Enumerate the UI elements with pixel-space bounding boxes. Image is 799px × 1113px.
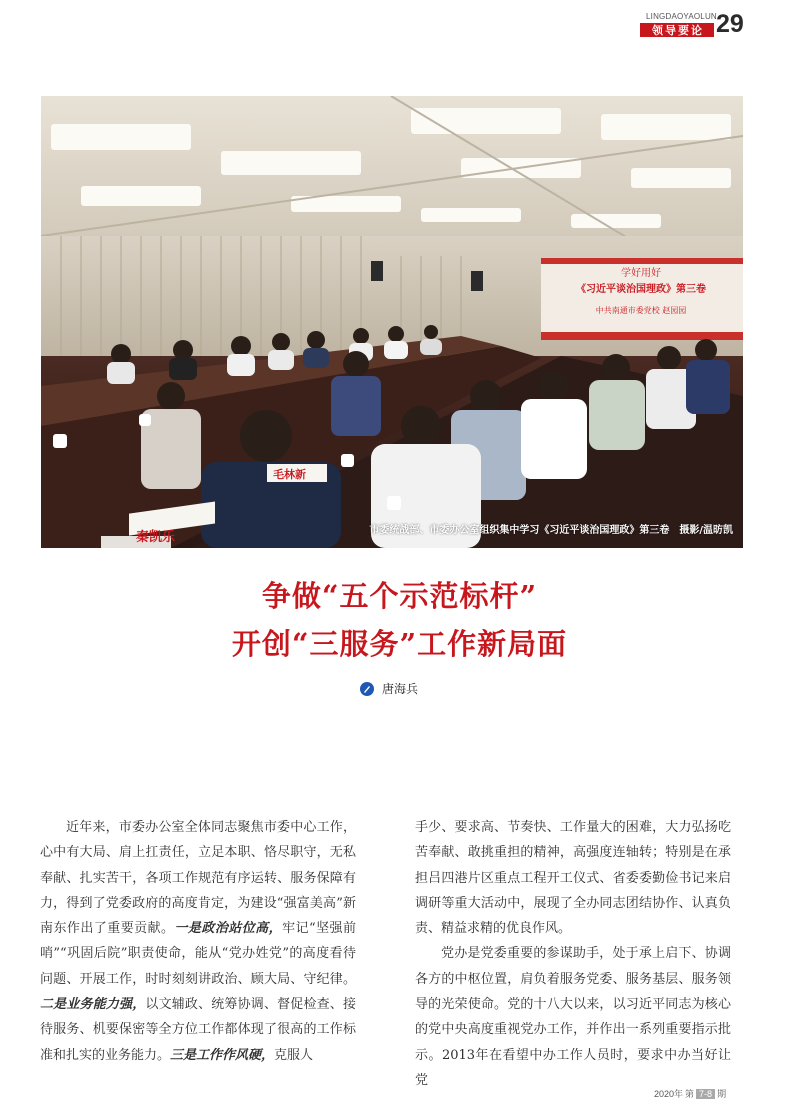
meeting-photo — [41, 96, 743, 548]
body-column-left — [40, 815, 356, 1068]
body-column-right — [415, 815, 731, 1093]
screen-line-1: 学好用好 — [621, 268, 661, 279]
issue-prefix: 第 — [685, 1089, 695, 1099]
issue-year: 2020年 — [654, 1089, 684, 1099]
body-text: 近年来，市委办公室全体同志聚焦市委中心工作，心中有大局、肩上扛责任，立足本职、恪尽职守，无私奉献、扎实苦干，各项工作规范有序运转、服务保障有力，得到了党委政府的高度肯定，为建设“强富美高”新南东作出了重要贡献。 — [40, 820, 356, 937]
caption-text: 市委统战部、市委办公室组织集中学习《习近平谈治国理政》第三卷 — [369, 525, 670, 536]
article-title-line-1: 争做“五个示范标杆” — [261, 579, 538, 613]
screen-line-2: 《习近平谈治国理政》第三卷 — [576, 284, 706, 295]
body-paragraph: 手少、要求高、节奏快、工作量大的困难，大力弘扬吃苦奉献、敢挑重担的精神，高强度连轴转；特别是在承担吕四港片区重点工程开工仪式、省委委勤俭书记来启调研等重大活动中，展现了全办同志团结协作、认真负责、精益求精的优良作风。 — [415, 820, 731, 937]
byline — [360, 680, 418, 697]
author-name: 唐海兵 — [382, 682, 419, 696]
screen-line-3: 中共南通市委党校 赵园园 — [595, 306, 687, 315]
emphasis-text: 一是政治站位高， — [174, 921, 283, 937]
page-number: 29 — [716, 10, 744, 38]
article-title-line-2: 开创“三服务”工作新局面 — [231, 627, 568, 661]
emphasis-text: 二是业务能力强， — [40, 997, 146, 1013]
emphasis-text: 三是工作作风硬， — [170, 1047, 275, 1063]
nameplate-1: 秦凯乐 — [136, 530, 176, 545]
issue-footer — [654, 1087, 726, 1100]
body-text: 牢记“坚强前哨”“巩固后院”职责使命，能从“党办姓党”的高度看待问题、开展工作，时时刻刻讲政治、顾大局、守纪律。 — [40, 921, 356, 987]
pen-icon — [360, 682, 374, 696]
nameplate-2: 毛林新 — [273, 468, 306, 481]
issue-suffix: 期 — [717, 1089, 727, 1099]
photo-caption — [369, 521, 733, 536]
photo-credit: 摄影/温昉凯 — [679, 525, 733, 536]
column-name: 领导要论 — [652, 24, 704, 37]
body-text: 以文辅政、统筹协调、督促检查、接待服务、机要保密等全方位工作都体现了很高的工作标准和扎实的业务能力。 — [40, 997, 356, 1063]
column-latin-label: LINGDAOYAOLUN — [646, 12, 717, 21]
body-paragraph — [40, 815, 356, 1068]
body-paragraph: 党办是党委重要的参谋助手，处于承上启下、协调各方的中枢位置，肩负着服务党委、服务基层、服务领导的光荣使命。党的十八大以来，以习近平同志为核心的党中央高度重视党办工作，并作出一系列重要指示批示。2013年在看望中办工作人员时，要求中办当好让党 — [415, 946, 731, 1088]
issue-number: 7-8 — [696, 1089, 715, 1099]
body-text: 克服人 — [274, 1047, 314, 1063]
